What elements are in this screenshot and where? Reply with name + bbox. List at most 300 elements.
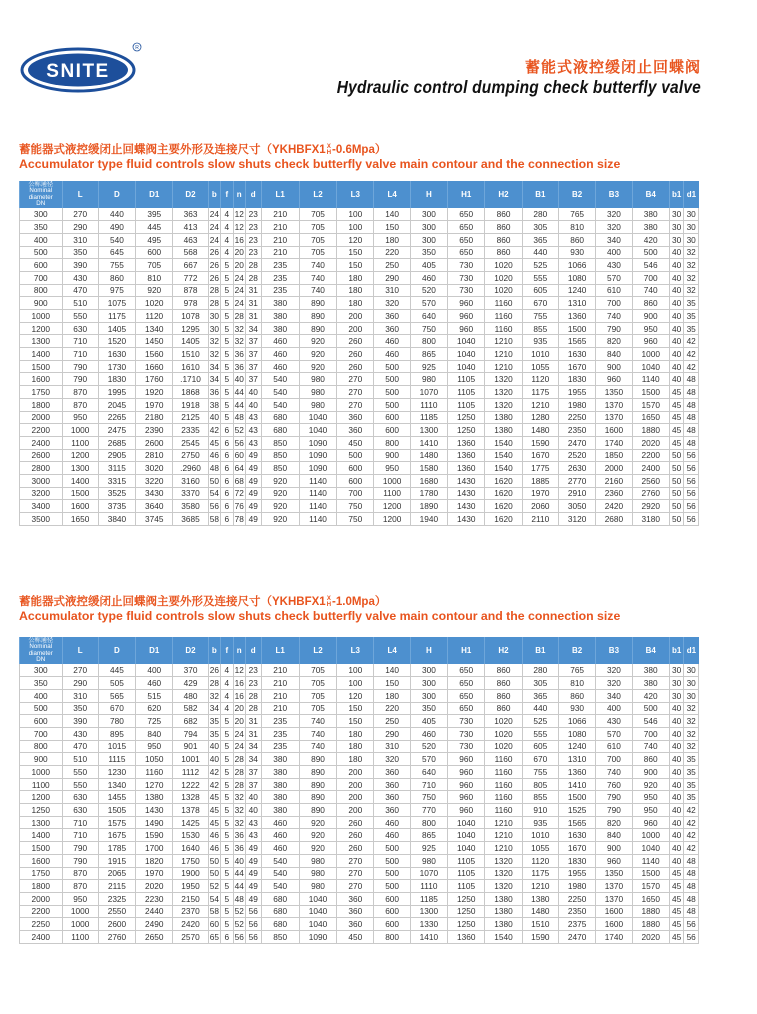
table-cell: 32 xyxy=(684,740,699,753)
table-cell: 1600 xyxy=(596,424,632,437)
table-cell: 1400 xyxy=(20,829,63,842)
table-cell: 1540 xyxy=(485,462,522,475)
table-cell: 1210 xyxy=(522,880,558,893)
table-cell: 56 xyxy=(684,930,699,943)
table-cell: 28 xyxy=(245,689,261,702)
table-cell: 150 xyxy=(337,702,374,715)
table-cell: 350 xyxy=(20,221,63,234)
table-cell: 363 xyxy=(173,208,208,221)
table-cell: 1750 xyxy=(173,854,208,867)
table-cell: 500 xyxy=(374,854,410,867)
table-cell: 550 xyxy=(62,766,98,779)
table-cell: 40 xyxy=(669,335,684,348)
table-cell: 2810 xyxy=(136,449,173,462)
table-row xyxy=(20,905,699,918)
table-cell: 1300 xyxy=(410,905,447,918)
table-cell: 72 xyxy=(234,488,244,499)
table-cell: 1500 xyxy=(62,487,98,500)
table-cell: 140 xyxy=(374,664,410,677)
header-d: D xyxy=(98,181,135,208)
table-cell: 5 xyxy=(221,854,233,867)
table-cell: 980 xyxy=(410,854,447,867)
table-cell: 960 xyxy=(448,766,485,779)
table-cell: 460 xyxy=(374,335,410,348)
table-cell: 280 xyxy=(522,208,558,221)
table-cell: 3000 xyxy=(20,474,63,487)
table-cell: 730 xyxy=(448,727,485,740)
table-cell: 520 xyxy=(410,284,447,297)
table-cell: 980 xyxy=(299,386,336,399)
table-cell: 2125 xyxy=(173,411,208,424)
table-cell: 3370 xyxy=(173,487,208,500)
table-row xyxy=(20,702,699,715)
table-cell: 2000 xyxy=(20,892,63,905)
table-cell: 820 xyxy=(596,335,632,348)
table-row xyxy=(20,677,699,690)
header-l4: L4 xyxy=(374,637,410,664)
table-cell: 980 xyxy=(299,880,336,893)
table-cell: 510 xyxy=(62,297,98,310)
table-cell: 2350 xyxy=(558,905,595,918)
table-cell: 140 xyxy=(374,208,410,221)
table-cell: 1820 xyxy=(136,854,173,867)
table-row xyxy=(20,271,699,284)
table-cell: 32 xyxy=(234,323,244,334)
table-cell: 1075 xyxy=(98,297,135,310)
table-cell: 3180 xyxy=(632,513,669,526)
table-cell: 865 xyxy=(410,829,447,842)
table-cell: 1250 xyxy=(448,905,485,918)
table-cell: 35 xyxy=(684,297,699,310)
table-cell: 1380 xyxy=(485,411,522,424)
table-cell: 100 xyxy=(337,677,374,690)
table-cell: 500 xyxy=(632,246,669,259)
table-cell: 3115 xyxy=(98,462,135,475)
table-cell: 450 xyxy=(337,436,374,449)
table-cell: 1565 xyxy=(558,816,595,829)
table-cell: 350 xyxy=(62,246,98,259)
table-cell: 680 xyxy=(261,424,299,437)
table-cell: 200 xyxy=(337,322,374,335)
table-cell: 960 xyxy=(632,335,669,348)
table-cell: 1250 xyxy=(20,804,63,817)
table-cell: 3735 xyxy=(98,500,135,513)
table-cell: 35 xyxy=(684,753,699,766)
table-cell: 1565 xyxy=(558,335,595,348)
table-cell: 1890 xyxy=(410,500,447,513)
table-cell: 48 xyxy=(684,867,699,880)
table-cell: 2570 xyxy=(173,930,208,943)
table-cell: 5 xyxy=(221,398,233,411)
table-cell: 270 xyxy=(62,208,98,221)
table-cell: 1020 xyxy=(485,271,522,284)
table-cell: 2905 xyxy=(98,449,135,462)
table-cell: 1210 xyxy=(522,398,558,411)
table-cell: 790 xyxy=(62,360,98,373)
table-cell: 550 xyxy=(62,310,98,323)
table-cell: 2600 xyxy=(20,449,63,462)
table-cell: 430 xyxy=(62,271,98,284)
table-cell: 680 xyxy=(261,918,299,931)
table-cell: 5 xyxy=(221,753,233,766)
table-cell: 1200 xyxy=(374,500,410,513)
table-cell: 860 xyxy=(485,246,522,259)
table-cell: 1222 xyxy=(173,778,208,791)
table-cell: 1040 xyxy=(299,918,336,931)
table-cell: 2350 xyxy=(558,424,595,437)
table-cell: 2045 xyxy=(98,398,135,411)
table-cell: 870 xyxy=(62,880,98,893)
table-cell: 2325 xyxy=(98,892,135,905)
header-l: L xyxy=(62,637,98,664)
table-cell: 1020 xyxy=(485,727,522,740)
table-cell: 23 xyxy=(245,677,261,690)
table-cell: 1620 xyxy=(485,513,522,526)
table-cell: 860 xyxy=(485,221,522,234)
table-cell: 270 xyxy=(337,854,374,867)
table-cell: 470 xyxy=(62,284,98,297)
page-title-en: Hydraulic control dumping check butterfly valve xyxy=(336,78,701,98)
page-title-cn: 蓄能式液控缓闭止回蝶阀 xyxy=(524,59,701,76)
table-cell: 2000 xyxy=(596,462,632,475)
table-cell: 1480 xyxy=(522,905,558,918)
table-cell: 235 xyxy=(261,727,299,740)
table-cell: 365 xyxy=(522,233,558,246)
table-cell: 250 xyxy=(374,259,410,272)
table-cell: 40 xyxy=(245,398,261,411)
table-cell: 400 xyxy=(596,702,632,715)
table-cell: 520 xyxy=(410,740,447,753)
table-cell: 40 xyxy=(669,740,684,753)
header-d1: d1 xyxy=(684,181,699,208)
table-cell: 1000 xyxy=(374,474,410,487)
table-cell: 960 xyxy=(632,816,669,829)
table-cell: 1210 xyxy=(485,335,522,348)
table-cell: 180 xyxy=(337,740,374,753)
table-cell: 920 xyxy=(136,284,173,297)
table-cell: 1110 xyxy=(410,880,447,893)
table-cell: 1540 xyxy=(485,449,522,462)
table-cell: 4 xyxy=(221,233,233,246)
table-cell: 270 xyxy=(337,880,374,893)
table-cell: 1350 xyxy=(596,867,632,880)
table-cell: 980 xyxy=(299,854,336,867)
table-cell: 1320 xyxy=(485,867,522,880)
table-cell: 210 xyxy=(261,677,299,690)
table-cell: 1000 xyxy=(632,829,669,842)
dimension-table-0-6mpa xyxy=(19,181,699,526)
table-cell: 2475 xyxy=(98,424,135,437)
table-cell: 31 xyxy=(245,297,261,310)
table-cell: 35 xyxy=(684,791,699,804)
header-b: b xyxy=(208,181,220,208)
table-cell: 650 xyxy=(448,208,485,221)
table-cell: 2110 xyxy=(522,513,558,526)
table-row xyxy=(20,829,699,842)
table-cell: 765 xyxy=(558,208,595,221)
table-cell: 430 xyxy=(596,259,632,272)
table-cell: 180 xyxy=(337,297,374,310)
table-cell: 24 xyxy=(209,222,219,233)
table-cell: 49 xyxy=(245,462,261,475)
table-cell: 200 xyxy=(337,310,374,323)
table-cell: 1090 xyxy=(299,930,336,943)
table-cell: 950 xyxy=(632,322,669,335)
table-cell: 1370 xyxy=(596,892,632,905)
table-cell: 460 xyxy=(374,348,410,361)
table-row xyxy=(20,246,699,259)
table-cell: 5 xyxy=(221,411,233,424)
table-cell: 920 xyxy=(299,842,336,855)
table-cell: 920 xyxy=(299,829,336,842)
table-cell: 890 xyxy=(299,766,336,779)
table-cell: 2250 xyxy=(558,411,595,424)
table-cell: 200 xyxy=(337,804,374,817)
table-cell: 1175 xyxy=(522,867,558,880)
table-cell: 40 xyxy=(669,259,684,272)
table-cell: 582 xyxy=(173,702,208,715)
table-cell: 2400 xyxy=(20,930,63,943)
table-cell: 250 xyxy=(374,715,410,728)
table-cell: 1740 xyxy=(596,436,632,449)
table-cell: 705 xyxy=(299,664,336,677)
table-header-row xyxy=(20,181,699,208)
table-cell: 1000 xyxy=(62,424,98,437)
table-cell: 1955 xyxy=(558,386,595,399)
table-cell: 280 xyxy=(522,664,558,677)
table-row xyxy=(20,664,699,677)
table-cell: 710 xyxy=(410,778,447,791)
table-cell: 500 xyxy=(374,373,410,386)
header-b4: B4 xyxy=(632,181,669,208)
table-cell: 840 xyxy=(136,727,173,740)
table-cell: 500 xyxy=(374,360,410,373)
table-cell: 32 xyxy=(234,817,244,828)
table-cell: 800 xyxy=(374,436,410,449)
table-cell: 960 xyxy=(448,804,485,817)
table-cell: 920 xyxy=(261,487,299,500)
table-cell: 1185 xyxy=(410,892,447,905)
table-cell: 1000 xyxy=(20,310,63,323)
table-cell: 1320 xyxy=(485,880,522,893)
table-cell: 1430 xyxy=(448,487,485,500)
table-cell: 670 xyxy=(522,753,558,766)
table-cell: 48 xyxy=(684,436,699,449)
table-cell: 3640 xyxy=(136,500,173,513)
table-cell: 32 xyxy=(684,259,699,272)
table-cell: 1880 xyxy=(632,918,669,931)
table-cell: 1680 xyxy=(410,474,447,487)
table-cell: 100 xyxy=(337,221,374,234)
table-cell: 210 xyxy=(261,221,299,234)
table-cell: 34 xyxy=(245,753,261,766)
table-cell: 200 xyxy=(337,791,374,804)
table-cell: 42 xyxy=(209,425,219,436)
table-cell: 49 xyxy=(245,854,261,867)
table-cell: 1750 xyxy=(20,386,63,399)
table-cell: 772 xyxy=(173,271,208,284)
table-cell: 1300 xyxy=(62,462,98,475)
table-row xyxy=(20,880,699,893)
table-cell: 360 xyxy=(337,892,374,905)
table-cell: 1380 xyxy=(485,424,522,437)
table-cell: 26 xyxy=(209,272,219,283)
table-cell: 794 xyxy=(173,727,208,740)
table-cell: 750 xyxy=(337,500,374,513)
table-cell: 1105 xyxy=(448,854,485,867)
table-cell: 360 xyxy=(374,804,410,817)
table-cell: 1040 xyxy=(448,842,485,855)
table-cell: 600 xyxy=(136,246,173,259)
section-title-en: Accumulator type fluid controls slow shuts check butterfly valve main contour and the connection size xyxy=(19,609,621,624)
table-cell: 44 xyxy=(234,399,244,410)
table-cell: 360 xyxy=(374,766,410,779)
table-cell: 2020 xyxy=(136,880,173,893)
dimension-table-1-0mpa xyxy=(19,637,699,944)
table-cell: 46 xyxy=(209,842,219,853)
table-cell: 630 xyxy=(62,804,98,817)
table-cell: 600 xyxy=(337,462,374,475)
table-cell: 1650 xyxy=(632,892,669,905)
table-cell: 1020 xyxy=(485,259,522,272)
table-cell: 920 xyxy=(261,513,299,526)
table-cell: 2750 xyxy=(173,449,208,462)
table-cell: 755 xyxy=(522,310,558,323)
table-cell: 1410 xyxy=(410,930,447,943)
table-cell: 1500 xyxy=(558,322,595,335)
table-cell: 900 xyxy=(596,842,632,855)
table-cell: 850 xyxy=(261,436,299,449)
table-cell: 5 xyxy=(221,259,233,272)
table-cell: 1670 xyxy=(558,360,595,373)
table-row xyxy=(20,778,699,791)
table-cell: 50 xyxy=(209,475,219,486)
table-cell: 1530 xyxy=(173,829,208,842)
table-cell: 43 xyxy=(245,424,261,437)
table-cell: 1740 xyxy=(596,930,632,943)
table-cell: 56 xyxy=(209,501,219,512)
table-cell: 730 xyxy=(448,715,485,728)
table-cell: 1570 xyxy=(632,880,669,893)
table-cell: 1055 xyxy=(522,842,558,855)
table-cell: 630 xyxy=(62,322,98,335)
table-cell: 1980 xyxy=(558,880,595,893)
table-cell: 1210 xyxy=(485,816,522,829)
table-cell: 35 xyxy=(684,310,699,323)
table-cell: 650 xyxy=(448,689,485,702)
table-cell: 34 xyxy=(245,322,261,335)
table-cell: 12 xyxy=(234,665,244,676)
table-cell: 460 xyxy=(136,677,173,690)
table-cell: 350 xyxy=(20,677,63,690)
header-l1: L1 xyxy=(261,181,299,208)
table-cell: 930 xyxy=(558,702,595,715)
table-cell: 1140 xyxy=(299,474,336,487)
table-cell: 320 xyxy=(596,221,632,234)
table-cell: 37 xyxy=(245,348,261,361)
table-cell: 45 xyxy=(669,867,684,880)
table-cell: 6 xyxy=(221,449,233,462)
table-cell: 300 xyxy=(410,677,447,690)
header-d2: D2 xyxy=(173,637,208,664)
table-cell: 1880 xyxy=(632,424,669,437)
table-cell: 320 xyxy=(374,297,410,310)
table-cell: 890 xyxy=(299,804,336,817)
table-cell: 1360 xyxy=(448,930,485,943)
table-cell: 150 xyxy=(374,677,410,690)
table-cell: 30 xyxy=(669,677,684,690)
table-cell: 5 xyxy=(221,842,233,855)
table-cell: 1915 xyxy=(98,854,135,867)
table-cell: 705 xyxy=(136,259,173,272)
table-cell: 1070 xyxy=(410,867,447,880)
table-cell: 5 xyxy=(221,829,233,842)
table-cell: 120 xyxy=(337,689,374,702)
table-cell: 44 xyxy=(234,881,244,892)
table-cell: 400 xyxy=(136,664,173,677)
table-cell: 505 xyxy=(98,677,135,690)
table-cell: 40 xyxy=(669,310,684,323)
table-row xyxy=(20,816,699,829)
table-cell: 1620 xyxy=(485,500,522,513)
table-cell: 310 xyxy=(374,284,410,297)
table-cell: 740 xyxy=(299,727,336,740)
table-cell: 510 xyxy=(62,753,98,766)
table-cell: 5 xyxy=(221,766,233,779)
table-cell: 1280 xyxy=(522,411,558,424)
table-cell: 1040 xyxy=(448,360,485,373)
table-cell: 2630 xyxy=(558,462,595,475)
table-cell: 43 xyxy=(245,816,261,829)
table-row xyxy=(20,449,699,462)
table-cell: 1590 xyxy=(522,436,558,449)
table-cell: 740 xyxy=(596,310,632,323)
table-cell: 43 xyxy=(245,436,261,449)
table-cell: 800 xyxy=(374,930,410,943)
table-cell: 260 xyxy=(337,348,374,361)
table-cell: 460 xyxy=(261,335,299,348)
table-cell: 38 xyxy=(209,399,219,410)
table-cell: 1525 xyxy=(558,804,595,817)
table-cell: 180 xyxy=(337,271,374,284)
table-cell: 1020 xyxy=(485,284,522,297)
table-cell: 5 xyxy=(221,360,233,373)
table-cell: 56 xyxy=(684,500,699,513)
table-cell: 500 xyxy=(374,398,410,411)
table-cell: 1270 xyxy=(136,778,173,791)
table-cell: 43 xyxy=(245,411,261,424)
table-cell: 235 xyxy=(261,740,299,753)
table-cell: 390 xyxy=(62,259,98,272)
table-cell: 48 xyxy=(684,424,699,437)
table-cell: 40 xyxy=(669,322,684,335)
table-cell: 1100 xyxy=(20,778,63,791)
table-cell: 1785 xyxy=(98,842,135,855)
table-row xyxy=(20,386,699,399)
table-cell: 890 xyxy=(299,310,336,323)
table-cell: 270 xyxy=(337,386,374,399)
table-cell: 650 xyxy=(448,677,485,690)
table-cell: 1300 xyxy=(20,816,63,829)
table-cell: 16 xyxy=(234,690,244,701)
table-cell: 1160 xyxy=(485,310,522,323)
section-title-1-0mpa xyxy=(19,596,620,623)
table-cell: 1110 xyxy=(410,398,447,411)
table-cell: 805 xyxy=(522,778,558,791)
table-row xyxy=(20,791,699,804)
table-cell: 150 xyxy=(337,259,374,272)
table-cell: 26 xyxy=(209,665,219,676)
